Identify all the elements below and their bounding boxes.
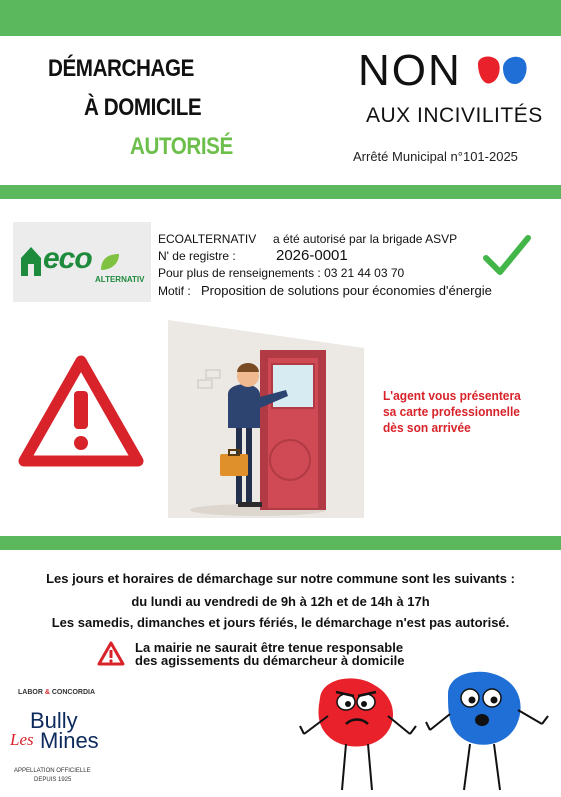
small-warning-icon bbox=[96, 640, 126, 667]
agent-notice-line-1: L'agent vous présentera bbox=[383, 388, 521, 403]
logo-alternativ-text: ALTERNATIV bbox=[95, 275, 145, 284]
authorized-text: a été autorisé par la brigade ASVP bbox=[273, 232, 458, 246]
since-year: DEPUIS 1925 bbox=[34, 777, 72, 783]
leaf-icon bbox=[99, 252, 121, 272]
motto-amp: & bbox=[44, 689, 50, 696]
agent-notice-line-2: sa carte professionnelle bbox=[383, 404, 520, 419]
schedule-line-3: Les samedis, dimanches et jours fériés, le démarchage n'est pas autorisé. bbox=[51, 615, 510, 630]
agent-notice-line-3: dès son arrivée bbox=[383, 420, 471, 435]
schedule-line-1: Les jours et horaires de démarchage sur notre commune sont les suivants : bbox=[46, 571, 515, 586]
appellation: APPELLATION OFFICIELLE bbox=[14, 768, 91, 774]
mascots-mini-icon bbox=[475, 54, 529, 90]
motto-concordia: CONCORDIA bbox=[51, 689, 96, 696]
schedule-line-2: du lundi au vendredi de 9h à 12h et de 14h à 17h bbox=[131, 594, 430, 609]
campaign-word: NON bbox=[358, 46, 462, 95]
house-icon bbox=[19, 244, 43, 278]
door-illustration bbox=[168, 320, 364, 518]
warning-triangle-icon bbox=[16, 353, 146, 469]
registry-label: N' de registre : bbox=[158, 249, 236, 263]
title-line-2: À DOMICILE bbox=[84, 94, 202, 121]
motif-label: Motif : bbox=[158, 284, 191, 298]
title-line-1: DÉMARCHAGE bbox=[48, 55, 194, 82]
title-line-3: AUTORISÉ bbox=[130, 133, 233, 160]
mascots-illustration bbox=[298, 664, 560, 794]
top-band bbox=[0, 0, 561, 36]
logo-bully: Bully bbox=[30, 708, 78, 733]
motto-labor: LABOR bbox=[18, 689, 43, 696]
info-phone: Pour plus de renseignements : 03 21 44 03 70 bbox=[158, 266, 405, 280]
logo-mines: Mines bbox=[40, 728, 99, 753]
disclaimer-line-2: des agissements du démarcheur à domicile bbox=[135, 653, 405, 668]
motif-value: Proposition de solutions pour économies d'énergie bbox=[201, 283, 492, 298]
middle-band bbox=[0, 185, 561, 199]
disclaimer-line-1: La mairie ne saurait être tenue responsable bbox=[135, 640, 404, 655]
registry-value: 2026-0001 bbox=[276, 247, 348, 264]
decree-number: Arrêté Municipal n°101-2025 bbox=[353, 149, 518, 164]
logo-eco-text: eco bbox=[43, 242, 92, 275]
campaign-line-2: AUX INCIVILITÉS bbox=[366, 104, 543, 127]
lower-band bbox=[0, 536, 561, 550]
company-logo bbox=[13, 222, 151, 302]
company-name: ECOALTERNATIV bbox=[158, 232, 257, 246]
campaign-logo bbox=[358, 46, 543, 136]
logo-les: Les bbox=[10, 730, 34, 749]
motto bbox=[18, 689, 95, 696]
checkmark-icon bbox=[482, 234, 532, 278]
